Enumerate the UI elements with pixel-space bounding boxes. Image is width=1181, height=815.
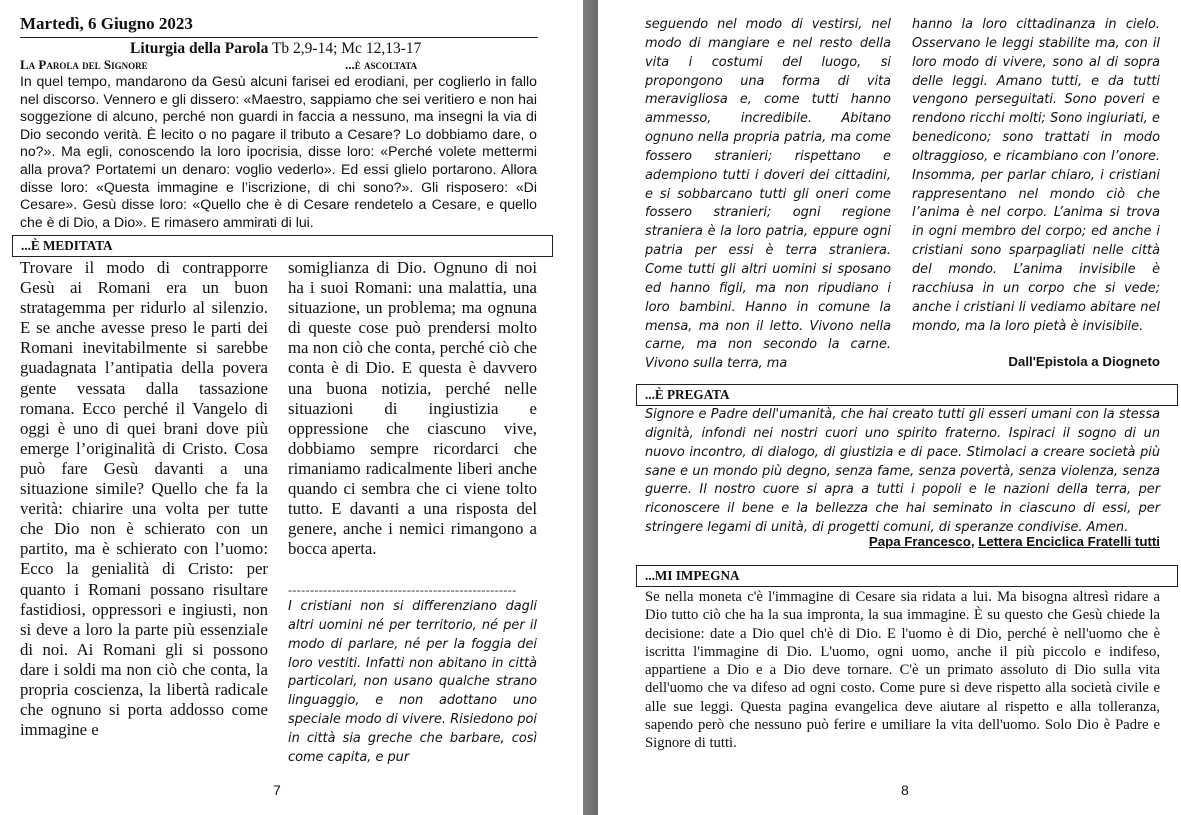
word-of-lord-label: La Parola del Signore: [20, 57, 148, 72]
listened-label: ...è ascoltata: [345, 57, 418, 72]
right-page: [598, 0, 1181, 815]
liturgy-title-line: [130, 40, 421, 58]
meditata-heading: ...È MEDITATA: [12, 235, 553, 257]
impegna-heading: ...MI IMPEGNA: [636, 565, 1178, 587]
gospel-text: In quel tempo, mandarono da Gesù alcuni farisei ed erodiani, per coglierlo in fallo nel discorso. Vennero e gli dissero: «Maestro, sappiamo che sei veritiero e non hai soggezione di alcuno, perché non guardi in faccia a nessuno, ma insegni la via di Dio secondo verità. È lecito o no pagare il tributo a Cesare? Lo dobbiamo dare, o no?». Ma egli, conoscendo la loro ipocrisia, disse loro: «Perché volete mettermi alla prova? Portatemi un denaro: voglio vederlo». Ed essi glielo portarono. Allora disse loro: «Questa immagine e l’iscrizione, di chi sono?». Gli risposero: «Di Cesare». Gesù disse loro: «Quello che è di Cesare rendetelo a Cesare, e quello che è di Dio, a Dio». E rimasero ammirati di lui.: [20, 73, 537, 230]
diognetus-text-part2: seguendo nel modo di vestirsi, nel modo di mangiare e nel resto della vita i costumi del luogo, si propongono una forma di vita meravigliosa e, come tutti hanno ammesso, incredibile. Abitano ognuno nella propria patria, ma come fossero stranieri; rispettano e adempiono tutti i doveri dei cittadini, e si sobbarcano tutti gli oneri come fossero stranieri; ogni regione straniera è la loro patria, eppure ogni patria per essi è terra straniera. Come tutti gli altri uomini si sposano ed hanno figli, ma non ripudiano i loro bambini. Hanno in comune la mensa, ma non il letto. Vivono nella carne, ma non secondo la carne. Vivono sulla terra, ma: [645, 17, 891, 372]
diognetus-text-part3: hanno la loro cittadinanza in cielo. Osservano le leggi stabilite ma, con il loro modo di vivere, sono al di sopra delle leggi. Amano tutti, e da tutti vengono perseguitati. Sono poveri e rendono ricchi molti; Sono ingiuriati, e benedicono; sono trattati in modo oltraggioso, e ricambiano con l’onore. Insomma, per parlar chiaro, i cristiani rappresentano nel mondo ciò che l’anima è nel corpo. L’anima si trova in ogni membro del corpo; ed anche i cristiani sono sparpagliati nelle città del mondo. L’anima invisibile è racchiusa in un corpo che si vede; anche i cristiani li vediamo abitare nel mondo, ma la loro pietà è invisibile.: [912, 17, 1160, 334]
date-heading: Martedì, 6 Giugno 2023: [20, 14, 193, 33]
prayer-source-separator: ,: [970, 534, 979, 549]
liturgy-title: Liturgia della Parola: [130, 40, 269, 57]
page-gutter: [583, 0, 598, 815]
prayer-text: Signore e Padre dell'umanità, che hai creato tutti gli esseri umani con la stessa dignità, infondi nei nostri cuori uno spirito fraterno. Ispiraci il sogno di un nuovo incontro, di dialogo, di giustizia e di pace. Stimolaci a creare società più sane e un mondo più degno, senza fame, senza povertà, senza violenza, senza guerre. Il nostro cuore si apra a tutti i popoli e le nazioni della terra, per riconoscere il bene e la bellezza che hai seminato in ciascuno di essi, per stringere legami di unità, di progetti comuni, di speranze condivise. Amen.: [645, 407, 1160, 536]
diognetus-source: Dall'Epistola a Diogneto: [1008, 354, 1160, 369]
page-number-right: 8: [901, 782, 909, 798]
meditation-column-2: somiglianza di Dio. Ognuno di noi ha i suoi Romani: una malattia, una situazione, un problema; ma ognuna di queste cose può prendersi molto ma non ciò che conta, perché ciò che conta è di Dio. E questa è davvero una buona notizia, perché nelle situazioni di ingiustizia e oppressione che ciascuno vive, dobbiamo sempre ricordarci che rimaniamo radicalmente liberi anche quando ci sembra che ci viene tolto tutto. E davanti a una risposta del genere, anche i nemici rimangono a bocca aperta.: [288, 258, 537, 559]
prayer-work: Lettera Enciclica Fratelli tutti: [978, 534, 1160, 549]
left-page: [0, 0, 583, 815]
diognetus-text-part1: I cristiani non si differenziano dagli altri uomini né per territorio, né per il modo di parlare, né per la foggia dei loro vestiti. Infatti non abitano in città particolari, non usano qualche strano linguaggio, e non adottano uno speciale modo di vivere. Risiedono poi in città sia greche che barbare, così come capita, e pur: [288, 599, 537, 765]
prayer-source: [645, 534, 1160, 549]
pregata-heading: ...È PREGATA: [636, 384, 1178, 406]
meditation-column-1: Trovare il modo di contrapporre Gesù ai Romani era un buon stratagemma per ridurlo al silenzio. E se anche avesse preso le parti dei Romani inevitabilmente si sarebbe guadagnata l’antipatia della povera gente vessata dalla tassazione romana. Ecco perché il Vangelo di oggi è uno di quei brani dove più emerge l’originalità di Cristo. Cosa può fare Gesù davanti a una situazione simile? Quello che fa la verità: chiarire una volta per tutte che Dio non è schierato con un partito, ma è schierato con l’uomo: Ecco la genialità di Cristo: per quanto i Romani possano risultare fastidiosi, oppressori e ingiusti, non si deve a loro la parte più essenziale di noi. Ai Romani gli si possono dare i soldi ma non ciò che conta, la propria coscienza, la libertà radicale che ognuno si porta addosso come immagine e: [20, 258, 268, 740]
page-number-left: 7: [273, 782, 281, 798]
commitment-text: Se nella moneta c'è l'immagine di Cesare sia ridata a lui. Ma bisogna altresì ridare a Dio tutto ciò che ha la sua impronta, la sua immagine. È su questo che Gesù chiede la decisione: date a Dio quel ch'è di Dio. E l'uomo è di Dio, perché è nell'uomo che è iscritta l'immagine di Dio. L'uomo, ogni uomo, anche il più piccolo e indifeso, appartiene a Dio e a Dio deve tornare. C'è un primato assoluto di Dio sulla vita dell'uomo che va difeso ad ogni costo. Come pure si deve rispetto alla società civile e alle sue leggi. Questa pagina evangelica deve aiutare al rispetto e alla tolleranza, sapendo però che nessuno può ferire e umiliare la vita dell'uomo. Solo Dio è Padre e Signore di tutti.: [645, 589, 1160, 752]
liturgy-refs: Tb 2,9-14; Mc 12,13-17: [271, 40, 422, 57]
prayer-author: Papa Francesco: [868, 534, 971, 549]
dashed-separator: ----------------------------------------------------: [288, 583, 517, 597]
header-rule: [20, 37, 538, 38]
